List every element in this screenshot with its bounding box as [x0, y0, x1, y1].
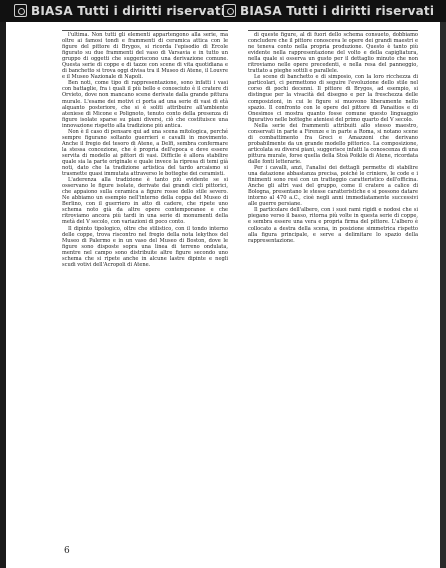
top-rule-left [62, 30, 228, 31]
paragraph: Le scene di banchetto e di simposio, con la loro ricchezza di particolari, ci permettono di seguire l'evoluzione dello stile nel corso di pochi decenni. Il pittore di Brygos, ad esempio, si distingue per la vivacità del disegno e per la freschezza delle composizioni, in cui le figure si muovono liberamente nello spazio. Il confronto con le opere del pittore di Panaitios e di Onesimos ci mostra quanto fosse comune questo linguaggio figurativo nelle botteghe ateniesi del primo quarto del V secolo. [248, 74, 418, 123]
watermark-text-left: BIASA Tutti i diritti riservati [31, 4, 226, 18]
top-rule-right [248, 30, 418, 31]
paragraph: di queste figure, al di fuori dello schema consueto, dobbiamo concludere che il pittore conosceva le opere dei grandi maestri e ne teneva conto nella propria produzione. Questo è tanto più evidente nella rappresentazione del volto e della capigliatura, nella quale si osserva un gusto per il dettaglio minuto che non ritroviamo nelle opere precedenti, e nella resa del panneggio, trattato a pieghe sottili e parallele. [248, 32, 418, 75]
paragraph: l'ultima. Non tutti gli elementi appartengono alla serie, ma oltre ai famosi tondi e frammenti di ceramica attica con le figure del pittore di Brygos, si ricorda l'episodio di Ercole figurato su due frammenti del vaso di Varsavia e in tutto un gruppo di oggetti che suggeriscono una derivazione comune. Questa serie di coppe e di tazze con scene di vita quotidiana e di banchetto si trova oggi divisa tra il Museo di Atene, il Louvre e il Museo Nazionale di Napoli. [62, 32, 228, 81]
watermark-text-right: BIASA Tutti i diritti riservati [240, 4, 435, 18]
paragraph: Per i cavalli, anzi, l'analisi dei dettagli permette di stabilire una datazione abbastanza precisa, poiché le criniere, le code e i finimenti sono resi con un tratteggio caratteristico dell'officina. Anche gli altri vasi del gruppo, come il cratere a calice di Bologna, presentano le stesse caratteristiche e si possono datare intorno al 470 a.C., cioè negli anni immediatamente successivi alle guerre persiane. [248, 165, 418, 208]
paragraph: L'aderenza alla tradizione è tanto più evidente se si osservano le figure isolate, derivate dai grandi cicli pittorici, che appaiono sulla ceramica a figure rosse dello stile severo. Ne abbiamo un esempio nell'interno della coppa del Museo di Berlino, con il guerriero in atto di cadere, che ripete uno schema noto già da altre opere contemporanee e che ritroviamo ancora più tardi in una serie di monumenti della metà del V secolo, con variazioni di poco conto. [62, 177, 228, 226]
paragraph: Nella serie dei frammenti attribuiti allo stesso maestro, conservati in parte a Firenze e in parte a Roma, si notano scene di combattimento fra Greci e Amazzoni che derivano probabilmente da un grande modello pittorico. La composizione, articolata su diversi piani, suggerisce infatti la conoscenza di una pittura murale, forse quella della Stoà Poikile di Atene, ricordata dalle fonti letterarie. [248, 122, 418, 165]
paragraph: Il particolare dell'albero, con i suoi rami rigidi e nodosi che si piegano verso il basso, ritorna più volte in questa serie di coppe, e sembra essere una vera e propria firma del pittore. L'albero è collocato a destra della scena, in posizione simmetrica rispetto alla figura principale, e serve a delimitare lo spazio della rappresentazione. [248, 207, 418, 244]
scan-edge-right [440, 22, 446, 568]
biasa-logo-icon [14, 4, 27, 17]
scan-edge-left [0, 22, 6, 568]
page-number: 6 [64, 546, 70, 556]
text-column-right [248, 32, 418, 552]
watermark-banner [0, 0, 446, 22]
text-column-left [62, 32, 228, 552]
paragraph: Non è il caso di pensare qui ad una scena mitologica, perché sempre figurano soltanto guerrieri e cavalli in movimento. Anche il fregio del tesoro di Atene, a Delfi, sembra confermare la stessa concezione, che è propria dell'epoca e deve essere servita di modello ai pittori di vasi. Difficile è allora stabilire quale sia la parte originale e quale invece la ripresa di temi già noti, dato che la tradizione artistica del tardo arcaismo si trasmette quasi immutata attraverso le botteghe dei ceramisti. [62, 128, 228, 178]
biasa-logo-icon [223, 4, 236, 17]
paragraph: Il dipinto tipologico, oltre che stilistico, con il tondo interno delle coppe, trova riscontro nel fregio della nota lekythos del Museo di Palermo e in un vaso del Museo di Boston, dove le figure sono disposte sopra una linea di terreno ondulata, mentre nel campo sono distribuite altre figure secondo uno schema che si ripete anche in alcune lastre dipinte e negli scudi votivi dell'Acropoli di Atene. [62, 225, 228, 268]
paragraph: Ben noti, come tipo di rappresentazione, sono infatti i vasi con battaglie, fra i quali il più bello e conosciuto è il cratere di Orvieto, dove non mancano scene derivate dalla grande pittura murale. L'esame dei motivi ci porta ad una serie di vasi di età alquanto posteriore, che si è soliti attribuire all'ambiente ateniese di Micone e Polignoto, tenuto conto della presenza di figure isolate sparse su piani diversi, ciò che costituisce una innovazione rispetto alla tradizione più antica. [62, 80, 228, 129]
